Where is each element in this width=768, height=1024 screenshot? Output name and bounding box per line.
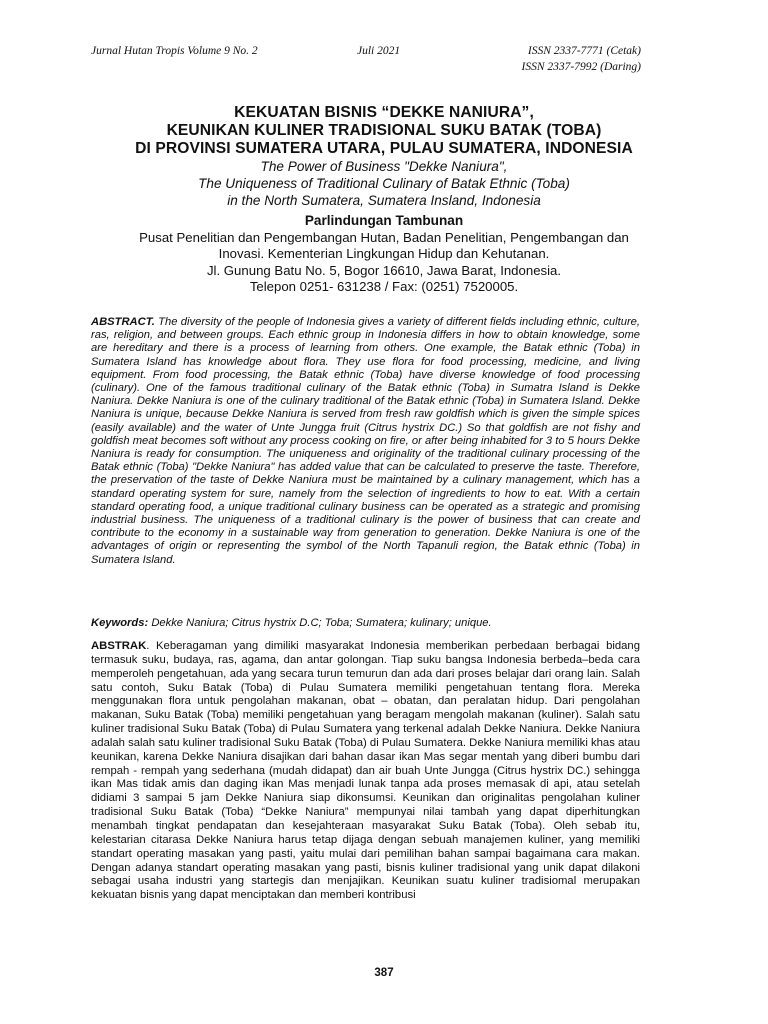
affiliation-line: Pusat Penelitian dan Pengembangan Hutan, Badan Penelitian, Pengembangan dan — [139, 229, 629, 245]
author-name: Parlindungan Tambunan — [304, 213, 464, 228]
affiliation-line: Jl. Gunung Batu No. 5, Bogor 16610, Jawa Barat, Indonesia. — [206, 262, 562, 278]
abstrak-text: . Keberagaman yang dimiliki masyarakat Indonesia memberikan perbedaan berbagai bidang termasuk suku, budaya, ras, agama, dan antar golongan. Tiap suku bangsa Indonesia berbeda–beda cara memperoleh pengetahuan, ada yang secara turun temurun dan ada dari proses belajar dari orang lain. Salah satu contoh, Suku Batak (Toba) di Pulau Sumatera memiliki pengetahuan tentang flora. Mereka menggunakan flora untuk pengolahan makanan, obat – obatan, dan peralatan hidup. Dari pengolahan makanan, Suku Batak (Toba) memiliki pengetahuan yang beragam mengolah makanan (kuliner). Salah satu kuliner tradisional Suku Batak (Toba) di Pulau Sumatera yang terkenal adalah Dekke Naniura. Dekke Naniura adalah salah satu kuliner tradisional Suku Batak (Toba) di Pulau Sumatera. Dekke Naniura memiliki khas atau keunikan, karena Dekke Naniura disajikan dari bahan dasar ikan Mas segar mentah yang diberi bumbu dari rempah - rempah yang sederhana (mudah didapat) dan air buah Unte Jungga (Citrus hystrix DC.) sehingga ikan Mas tidak amis dan daging ikan Mas menjadi lunak tanpa ada proses memasak di api, atau setelah didiami 3 sampai 5 jam Dekke Naniura siap dikonsumsi. Keunikan dan originalitas pengolahan kuliner tradisional Suku Batak (Toba) “Dekke Naniura” mempunyai nilai tambah yang dapat diperhitungkan menambah tingkat pendapatan dan kesejahteraan masyarakat Suku Batak (Toba). Oleh sebab itu, kelestarian citarasa Dekke Naniura harus tetap dijaga dengan sebuah manajemen kuliner, yang memiliki standart operating masakan yang pasti, yaitu mulai dari pemilihan bahan sampai bagaimana cara makan. Dengan adanya standart operating masakan yang pasti, bisnis kuliner tradisional yang unik dapat dilakoni sebagai usaha industri yang startegis dan menjajikan. Keunikan suatu kuliner tradisiomal merupakan kekuatan bisnis yang dapat menciptakan dan memberi kontribusi — [91, 640, 640, 902]
journal-name: Jurnal Hutan Tropis Volume 9 No. 2 — [91, 45, 258, 57]
running-header — [91, 43, 641, 77]
affiliation-line: Inovasi. Kementerian Lingkungan Hidup dan Kehutanan. — [218, 246, 550, 261]
issn-block — [522, 43, 641, 75]
title-line: KEUNIKAN KULINER TRADISIONAL SUKU BATAK (TOBA) — [166, 122, 602, 139]
english-title-line: in the North Sumatera, Sumatera Insland, Indonesia — [227, 193, 541, 208]
abstract-text: The diversity of the people of Indonesia gives a variety of different fields including ethnic, culture, ras, religion, and between groups. Each ethnic group in Indonesia differs in how to obtain knowledge, some are hereditary and there is a process of learning from others. One example, the Batak ethnic (Toba) in Sumatera Island has knowledge about flora. They use flora for food processing, medicine, and living equipment. From food processing, the Batak ethnic (Toba) have diverse knowledge of food processing (culinary). One of the famous traditional culinary of the Batak ethnic (Toba) in Sumatra Island is Dekke Naniura. Dekke Naniura is one of the culinary traditional of the Batak ethnic (Toba) in Sumatera Island. Dekke Naniura is unique, because Dekke Naniura is served from fresh raw goldfish which is given the simple spices (easily available) and the water of Unte Jungga fruit (Citrus hystrix DC.) So that goldfish are not fishy and goldfish meat becomes soft without any process cooking on fire, or after being inhabited for 3 to 5 hours Dekke Naniura is ready for consumption. The uniqueness and originality of the traditional culinary processing of the Batak ethnic (Toba) "Dekke Naniura" has added value that can be calculated to preserve the taste. Therefore, the preservation of the taste of Dekke Naniura must be maintained by a culinary management, which has a standard operating system for sure, namely from the selection of ingredients to how to eat. With a certain standard operating food, a unique traditional culinary business can be operated as a strategic and promising industrial business. The uniqueness of a traditional culinary is the power of business that can create and contribute to the economy in a sustainable way from generation to generation. Dekke Naniura is one of the advantages of origin or representing the symbol of the North Tapanuli region, the Batak ethnic (Toba) in Sumatera Island. — [91, 316, 641, 566]
affiliation-line: Telepon 0251- 631238 / Fax: (0251) 7520005. — [249, 279, 519, 294]
issn-online: ISSN 2337-7992 (Daring) — [521, 61, 641, 73]
author-block — [60, 213, 708, 296]
abstract-english — [91, 316, 640, 567]
keywords — [91, 616, 640, 630]
english-title-line: The Uniqueness of Traditional Culinary of Batak Ethnic (Toba) — [198, 176, 570, 191]
page-number: 387 — [374, 967, 394, 979]
issue-date: Juli 2021 — [357, 45, 401, 57]
issn-print: ISSN 2337-7771 (Cetak) — [527, 45, 641, 57]
keywords-text: Dekke Naniura; Citrus hystrix D.C; Toba; Sumatera; kulinary; unique. — [151, 617, 492, 629]
paper-title-block — [60, 104, 708, 209]
english-title-line: The Power of Business "Dekke Naniura", — [260, 159, 508, 174]
title-line: KEKUATAN BISNIS “DEKKE NANIURA”, — [234, 104, 534, 121]
abstrak-label: ABSTRAK — [91, 640, 147, 652]
title-line: DI PROVINSI SUMATERA UTARA, PULAU SUMATERA, INDONESIA — [135, 140, 633, 157]
abstract-label: ABSTRACT. — [91, 316, 155, 328]
abstract-indonesian — [91, 640, 640, 903]
keywords-label: Keywords: — [91, 617, 149, 629]
